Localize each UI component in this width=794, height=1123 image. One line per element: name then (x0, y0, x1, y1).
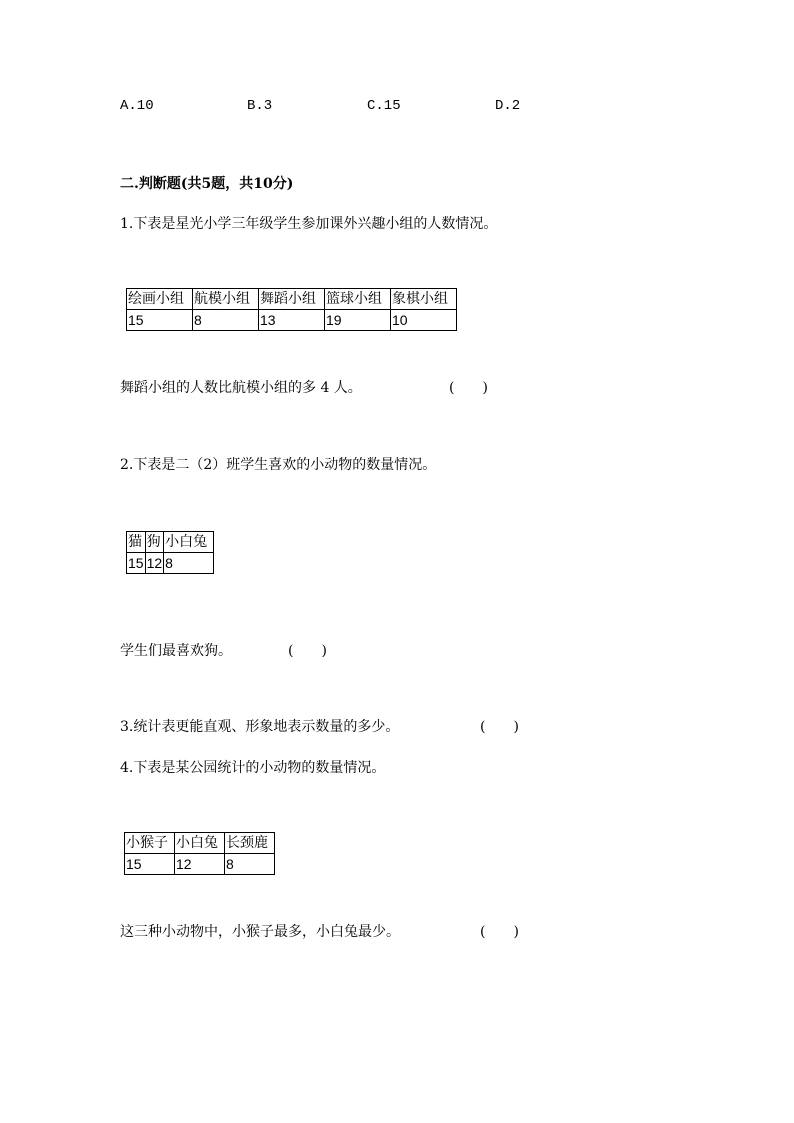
question-1-statement: 舞蹈小组的人数比航模小组的多 4 人。 (120, 380, 362, 396)
table-header-cell: 长颈鹿 (225, 833, 275, 854)
question-1-answer-paren[interactable]: ( ) (449, 380, 488, 396)
question-2-answer-paren[interactable]: ( ) (288, 643, 327, 659)
question-1-table (126, 288, 457, 331)
table-value-row (127, 553, 214, 574)
table-value-cell: 19 (325, 310, 391, 331)
table-header-cell: 猫 (127, 532, 146, 553)
table-header-row (125, 833, 275, 854)
question-3-answer-paren[interactable]: ( ) (480, 719, 519, 735)
table-value-row (127, 310, 457, 331)
table-value-cell: 10 (391, 310, 457, 331)
question-4-intro: 4.下表是某公园统计的小动物的数量情况。 (120, 760, 386, 776)
table-value-cell: 8 (164, 553, 214, 574)
table-value-cell: 15 (125, 854, 175, 875)
table-header-row (127, 532, 214, 553)
question-4-answer-paren[interactable]: ( ) (480, 924, 519, 940)
option-b: B.3 (247, 98, 273, 114)
question-2-table (126, 531, 214, 574)
table-value-cell: 15 (127, 553, 146, 574)
question-4-table (124, 832, 275, 875)
option-c: C.15 (367, 98, 401, 114)
option-d: D.2 (495, 98, 521, 114)
table-header-cell: 航模小组 (193, 289, 259, 310)
question-1-intro: 1.下表是星光小学三年级学生参加课外兴趣小组的人数情况。 (120, 216, 498, 232)
table-value-cell: 12 (145, 553, 164, 574)
table-value-cell: 8 (225, 854, 275, 875)
option-a: A.10 (120, 98, 154, 114)
table-header-cell: 篮球小组 (325, 289, 391, 310)
table-header-cell: 小猴子 (125, 833, 175, 854)
table-value-cell: 15 (127, 310, 193, 331)
table-header-row (127, 289, 457, 310)
table-header-cell: 象棋小组 (391, 289, 457, 310)
table-value-cell: 12 (175, 854, 225, 875)
table-header-cell: 狗 (145, 532, 164, 553)
table-value-cell: 13 (259, 310, 325, 331)
table-value-cell: 8 (193, 310, 259, 331)
section-heading: 二.判断题(共5题，共10分) (120, 176, 294, 192)
table-value-row (125, 854, 275, 875)
table-header-cell: 小白兔 (175, 833, 225, 854)
table-header-cell: 舞蹈小组 (259, 289, 325, 310)
question-2-statement: 学生们最喜欢狗。 (120, 643, 232, 659)
question-3-intro: 3.统计表更能直观、形象地表示数量的多少。 (120, 719, 400, 735)
question-4-statement: 这三种小动物中，小猴子最多，小白兔最少。 (120, 924, 400, 940)
table-header-cell: 小白兔 (164, 532, 214, 553)
table-header-cell: 绘画小组 (127, 289, 193, 310)
question-2-intro: 2.下表是二（2）班学生喜欢的小动物的数量情况。 (120, 457, 437, 473)
